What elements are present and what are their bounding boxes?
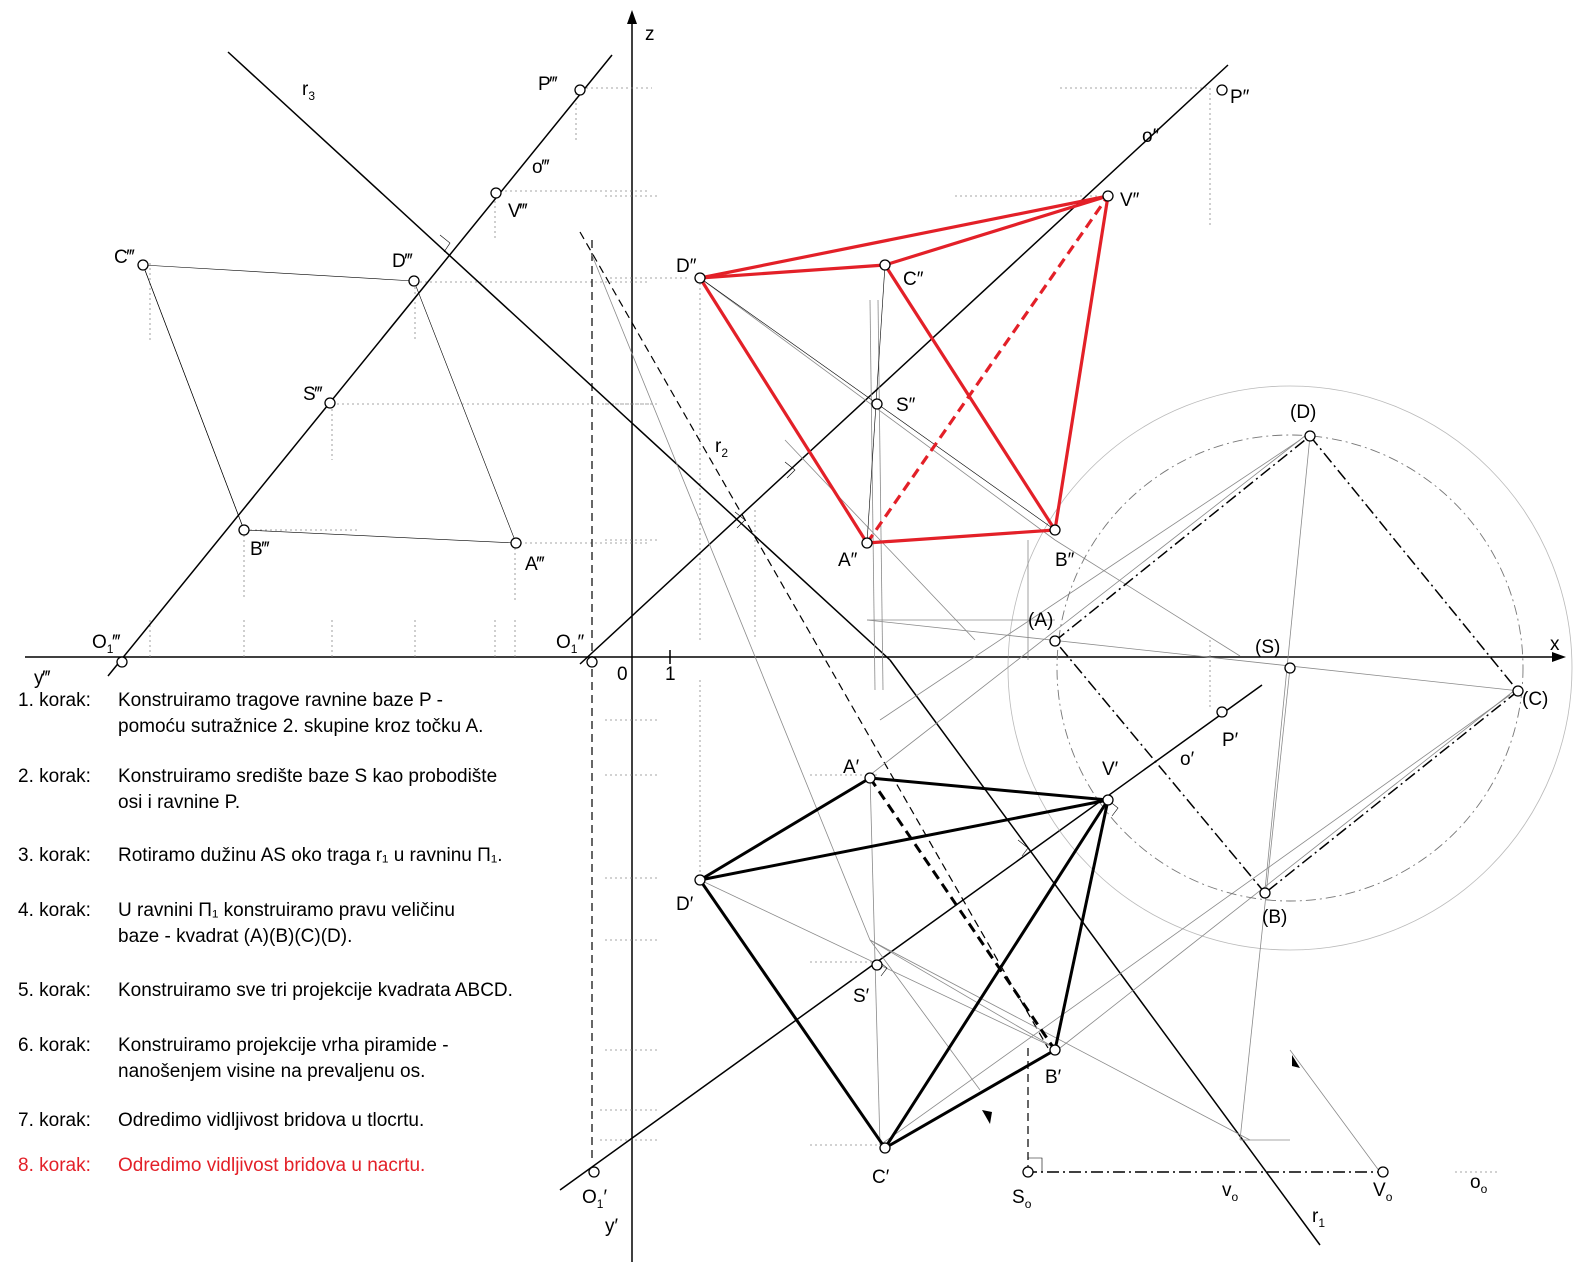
- step-line: Konstruiramo projekcije vrha piramide -: [118, 1035, 449, 1056]
- label-Cr: (C): [1522, 689, 1549, 710]
- step-number: 2. korak:: [18, 766, 91, 787]
- label-P1: P′: [1222, 730, 1239, 751]
- label-V3: V‴: [508, 201, 528, 222]
- trace-r3: [228, 52, 890, 660]
- step-text: [118, 1033, 449, 1085]
- label-B1: B′: [1045, 1067, 1062, 1088]
- label-o2: o″: [1142, 126, 1160, 147]
- step-number: 7. korak:: [18, 1110, 91, 1131]
- trace-r2: [580, 232, 1048, 1048]
- label-r2: $r_2$: [715, 436, 729, 460]
- label-Dr: (D): [1290, 402, 1317, 423]
- step-text: [118, 764, 497, 816]
- axis-o1: [560, 685, 1262, 1190]
- step-text: [118, 1153, 425, 1179]
- label-O1-1: $O_1'$: [582, 1187, 608, 1211]
- step-line: Konstruiramo tragove ravnine baze P -: [118, 690, 443, 711]
- step-line: U ravnini Π₁ konstruiramo pravu veličinu: [118, 900, 455, 921]
- label-zero: 0: [617, 664, 628, 685]
- label-S2: S″: [896, 395, 916, 416]
- label-A2: A″: [838, 550, 858, 571]
- label-P2: P″: [1230, 87, 1250, 108]
- label-z: z: [645, 24, 655, 45]
- step-number: 8. korak:: [18, 1155, 91, 1176]
- axis-o3: [108, 55, 612, 676]
- label-A1: A′: [843, 757, 860, 778]
- label-So: $S_o$: [1012, 1187, 1032, 1211]
- step-line: Odredimo vidljivost bridova u nacrtu.: [118, 1155, 426, 1176]
- label-C1: C′: [872, 1167, 890, 1188]
- step-number: 3. korak:: [18, 845, 91, 866]
- label-D2: D″: [676, 256, 697, 277]
- label-V1: V′: [1102, 759, 1119, 780]
- front-view: [700, 196, 1108, 543]
- label-V2: V″: [1120, 190, 1140, 211]
- step-text: [118, 898, 455, 950]
- reference-lines: [150, 88, 1500, 1172]
- label-O1-2: $O_1''$: [556, 632, 585, 656]
- label-C2: C″: [903, 269, 924, 290]
- step-text: [118, 688, 483, 740]
- label-A3: A‴: [525, 554, 545, 575]
- step-line: baze - kvadrat (A)(B)(C)(D).: [118, 926, 353, 947]
- label-oo: $o_o$: [1470, 1172, 1488, 1196]
- step-line: Rotiramo dužinu AS oko traga r₁ u ravninu Π₁.: [118, 845, 503, 866]
- step-text: [118, 978, 513, 1004]
- label-O1-3: $O_1‴$: [92, 632, 121, 656]
- step-line: Konstruiramo središte baze S kao probodište: [118, 766, 498, 787]
- label-x: x: [1550, 634, 1560, 655]
- step-number: 1. korak:: [18, 690, 91, 711]
- label-y-side: y‴: [34, 668, 51, 689]
- points: [117, 85, 1523, 1177]
- label-Ar: (A): [1028, 610, 1054, 631]
- label-D3: D‴: [392, 251, 413, 272]
- label-Vo: $V_o$: [1373, 1180, 1393, 1204]
- label-Sr: (S): [1255, 637, 1281, 658]
- step-line: osi i ravnine P.: [118, 792, 241, 813]
- label-o1: o′: [1180, 749, 1195, 770]
- label-D1: D′: [676, 894, 694, 915]
- label-o3: o‴: [532, 157, 550, 178]
- rotation-arrow-1: [982, 1110, 992, 1124]
- label-y-plan: y′: [605, 1216, 619, 1237]
- right-angle-marks: [440, 235, 1118, 1172]
- label-vo: $v_o$: [1222, 1180, 1239, 1204]
- label-C3: C‴: [114, 247, 135, 268]
- grey-rays: [592, 255, 1572, 1172]
- step-line: Odredimo vidljivost bridova u tlocrtu.: [118, 1110, 425, 1131]
- step-line: Konstruiramo sve tri projekcije kvadrata ABCD.: [118, 980, 513, 1001]
- label-r1: $r_1$: [1312, 1206, 1326, 1230]
- step-number: 4. korak:: [18, 900, 91, 921]
- label-S1: S′: [853, 986, 870, 1007]
- label-r3: $r_3$: [302, 79, 316, 103]
- label-P3: P‴: [538, 74, 558, 95]
- step-line: pomoću sutražnice 2. skupine kroz točku A.: [118, 716, 484, 737]
- z-axis-arrow: [627, 10, 637, 24]
- label-B2: B″: [1055, 550, 1075, 571]
- label-B3: B‴: [250, 539, 270, 560]
- trace-r1: [890, 660, 1320, 1245]
- step-text: [118, 1108, 424, 1134]
- step-number: 6. korak:: [18, 1035, 91, 1056]
- label-one: 1: [665, 664, 676, 685]
- axis-o2: [580, 65, 1228, 664]
- step-number: 5. korak:: [18, 980, 91, 1001]
- step-text: [118, 843, 503, 869]
- plan-view: [700, 778, 1108, 1148]
- label-S3: S‴: [303, 384, 323, 405]
- step-line: nanošenjem visine na prevaljenu os.: [118, 1061, 426, 1082]
- label-Br: (B): [1262, 907, 1288, 928]
